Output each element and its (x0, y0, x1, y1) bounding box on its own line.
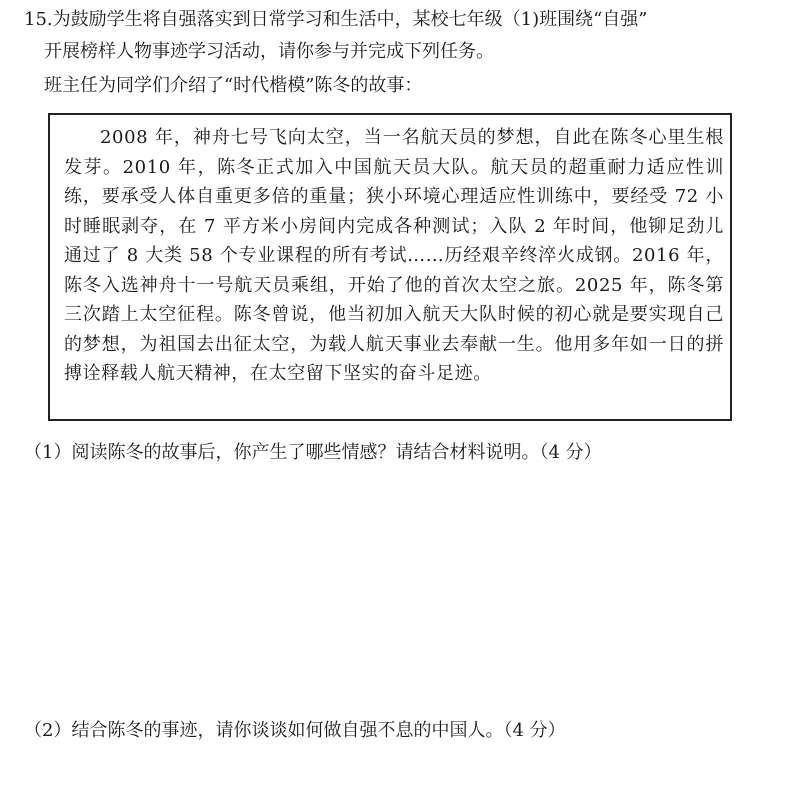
answer-area-2[interactable] (24, 752, 764, 786)
material-box (48, 113, 732, 421)
material-text: 2008 年，神舟七号飞向太空，当一名航天员的梦想，自此在陈冬心里生根发芽。2010 年，陈冬正式加入中国航天员大队。航天员的超重耐力适应性训练，要承受人体自重更多倍的重量；狭小环境心理适应性训练中，要经受 72 小时睡眠剥夺，在 7 平方米小房间内完成各种测试；入队 2 年时间，他铆足劲儿通过了 8 大类 58 个专业课程的所有考试……历经艰辛终淬火成钢。2016 年，陈冬入选神舟十一号航天员乘组，开始了他的首次太空之旅。2025 年，陈冬第三次踏上太空征程。陈冬曾说，他当初加入航天大队时候的初心就是要实现自己的梦想，为祖国去出征太空，为载人航天事业去奉献一生。他用多年如一日的拼搏诠释载人航天精神，在太空留下坚实的奋斗足迹。 (64, 127, 724, 384)
sub-question-1: （1）阅读陈冬的故事后，你产生了哪些情感？请结合材料说明。（4 分） (24, 442, 602, 463)
question-stem-line-2: 开展榜样人物事迹学习活动，请你参与并完成下列任务。 (44, 41, 494, 62)
answer-area-1[interactable] (24, 475, 764, 705)
sub-question-2: （2）结合陈冬的事迹，请你谈谈如何做自强不息的中国人。（4 分） (24, 720, 566, 741)
question-stem-line-3: 班主任为同学们介绍了“时代楷模”陈冬的故事： (44, 75, 423, 96)
question-stem-line-1: 15.为鼓励学生将自强落实到日常学习和生活中，某校七年级（1)班围绕“自强” (24, 9, 648, 30)
